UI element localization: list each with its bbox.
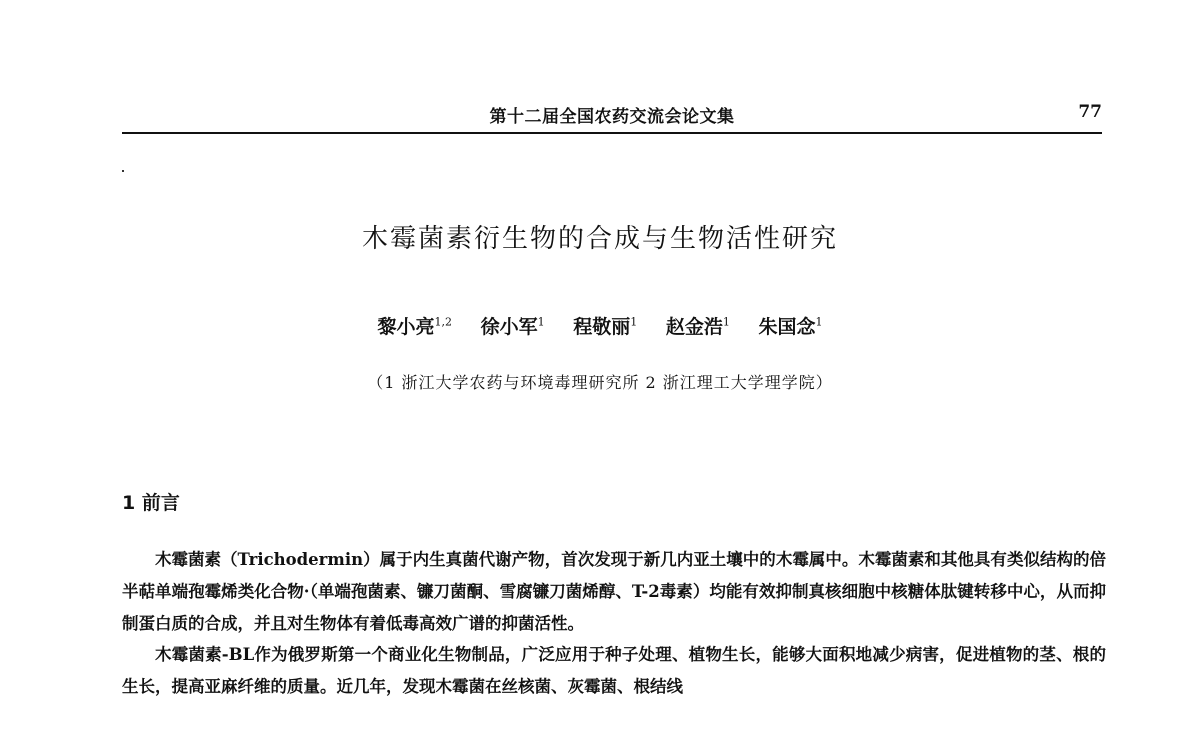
paragraph-1: 木霉菌素（Trichodermin）属于内生真菌代谢产物，首次发现于新几内亚土壤中的木霉属中。木霉菌素和其他具有类似结构的倍半萜单端孢霉烯类化合物·（单端孢菌素、镰刀菌酮、雪腐镰刀菌烯醇、T-2毒素）均能有效抑制真核细胞中核糖体肽键转移中心，从而抑制蛋白质的合成，并且对生物体有着低毒高效广谱的抑菌活性。	[122, 550, 1106, 633]
author-name: 朱国念	[758, 316, 816, 338]
journal-title: 第十二届全国农药交流会论文集	[489, 107, 735, 127]
affiliation-line: （1 浙江大学农药与环境毒理研究所 2 浙江理工大学理学院）	[367, 373, 833, 392]
running-header	[122, 96, 1102, 134]
author-affiliation-marker: 1,2	[434, 315, 452, 329]
author-affiliation-marker: 1	[722, 315, 730, 329]
author-name: 黎小亮	[377, 316, 435, 338]
paper-title: 木霉菌素衍生物的合成与生物活性研究	[361, 224, 838, 254]
author-name: 赵金浩	[665, 316, 723, 338]
section-heading: 1 前言	[122, 492, 180, 514]
author-name: 徐小军	[480, 316, 538, 338]
author-4	[666, 312, 730, 339]
body-text	[122, 544, 1106, 703]
author-list	[0, 312, 1200, 339]
author-affiliation-marker: 1	[630, 315, 638, 329]
paragraph-2: 木霉菌素-BL作为俄罗斯第一个商业化生物制品，广泛应用于种子处理、植物生长，能够大面积地减少病害，促进植物的茎、根的生长，提高亚麻纤维的质量。近几年，发现木霉菌在丝核菌、灰霉菌、根结线	[122, 645, 1106, 697]
page-number: 77	[1078, 102, 1102, 122]
author-5	[759, 312, 823, 339]
author-1	[377, 312, 452, 339]
author-3	[573, 312, 637, 339]
author-affiliation-marker: 1	[815, 315, 823, 329]
author-affiliation-marker: 1	[537, 315, 545, 329]
author-name: 程敬丽	[573, 316, 631, 338]
speck-mark	[122, 170, 124, 172]
author-2	[481, 312, 545, 339]
